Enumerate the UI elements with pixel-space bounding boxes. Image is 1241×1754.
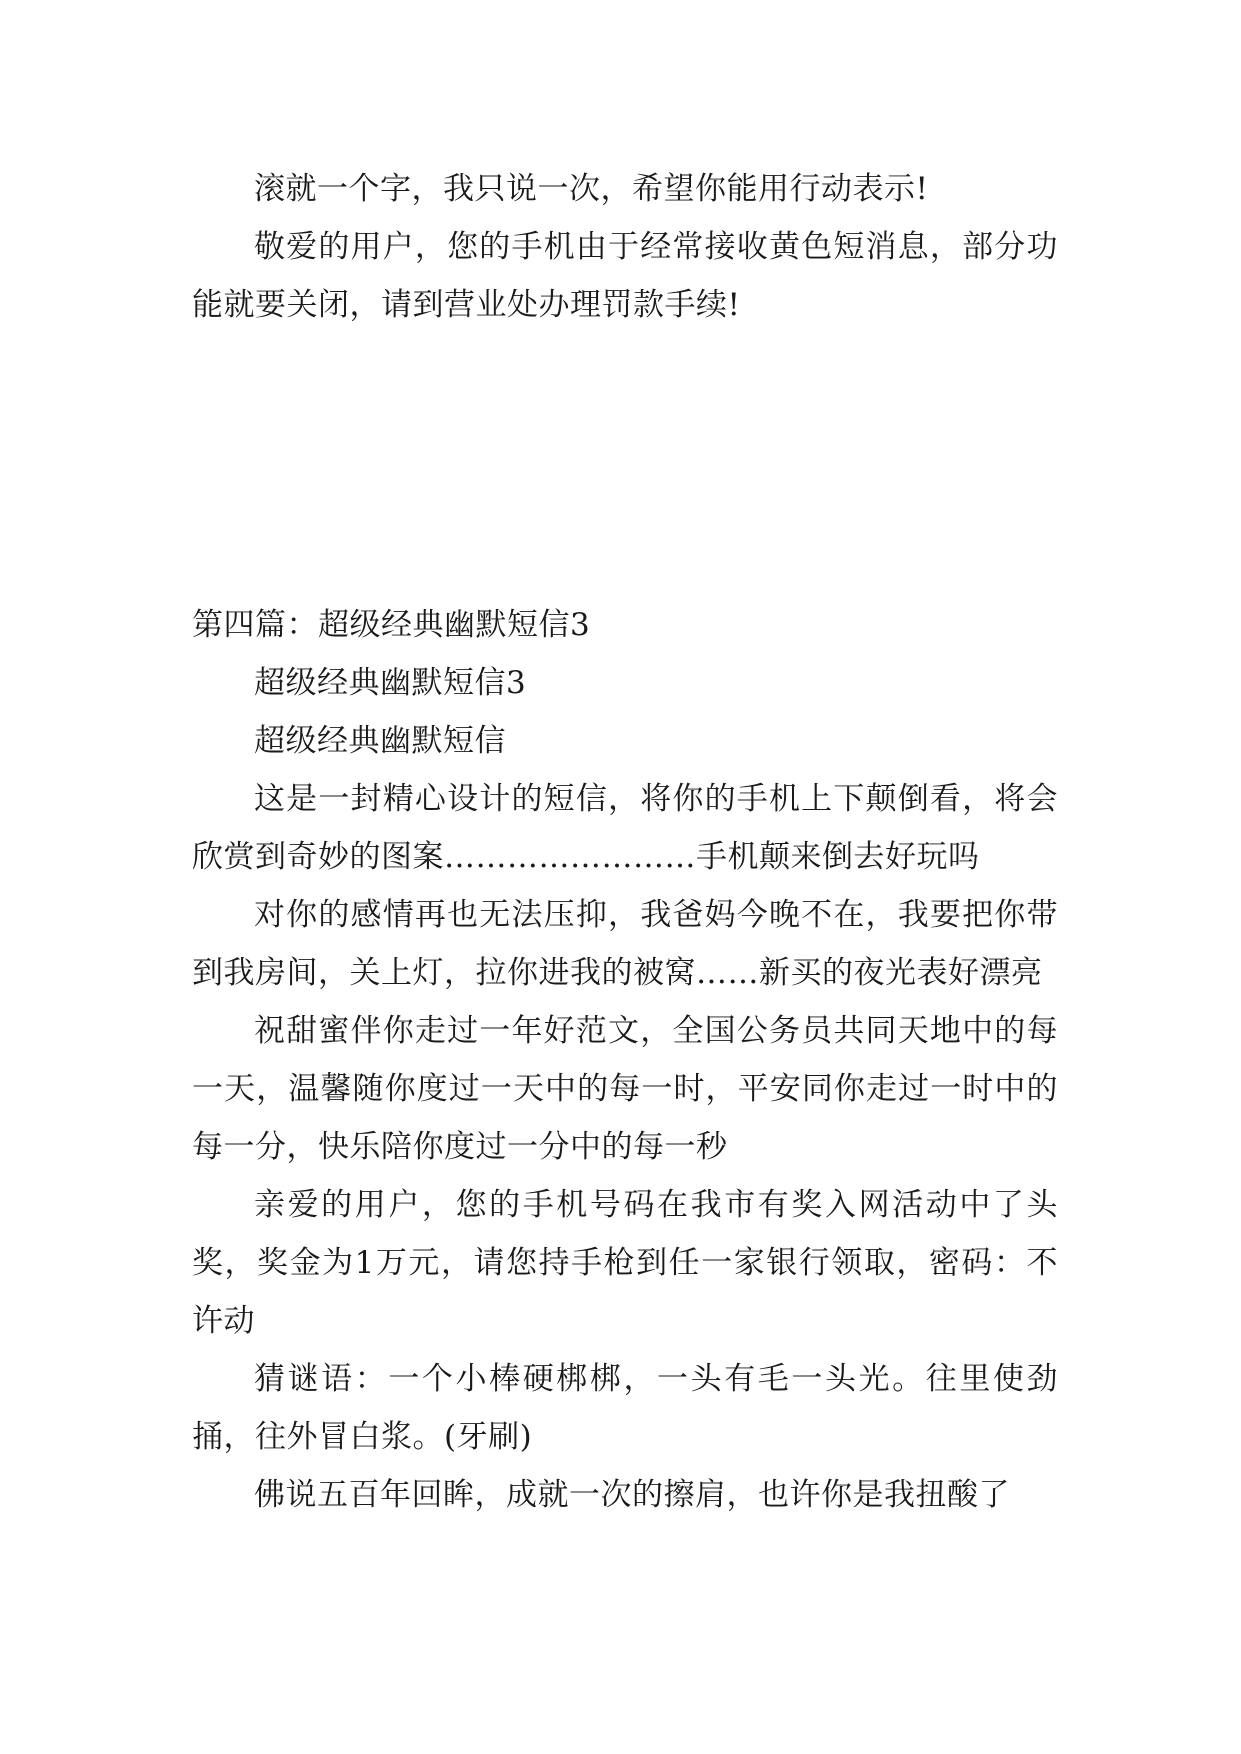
paragraph: 亲爱的用户，您的手机号码在我市有奖入网活动中了头奖，奖金为1万元，请您持手枪到任一家银行领取，密码：不许动 bbox=[192, 1187, 1058, 1339]
paragraph: 祝甜蜜伴你走过一年好范文，全国公务员共同天地中的每一天，温馨随你度过一天中的每一时，平安同你走过一时中的每一分，快乐陪你度过一分中的每一秒 bbox=[192, 1013, 1058, 1165]
section-heading: 第四篇：超级经典幽默短信3 bbox=[192, 607, 591, 643]
paragraph: 这是一封精心设计的短信，将你的手机上下颠倒看，将会欣赏到奇妙的图案……………………手机颠来倒去好玩吗 bbox=[192, 781, 1058, 875]
paragraph: 滚就一个字，我只说一次，希望你能用行动表示! bbox=[254, 171, 929, 207]
paragraph: 对你的感情再也无法压抑，我爸妈今晚不在，我要把你带到我房间，关上灯，拉你进我的被窝……新买的夜光表好漂亮 bbox=[192, 897, 1058, 991]
section-subtitle: 超级经典幽默短信 bbox=[254, 723, 506, 759]
document-body bbox=[192, 160, 1058, 1524]
paragraph: 佛说五百年回眸，成就一次的擦肩，也许你是我扭酸了 bbox=[254, 1477, 1010, 1513]
section-subtitle: 超级经典幽默短信3 bbox=[254, 665, 527, 701]
paragraph: 猜谜语：一个小棒硬梆梆，一头有毛一头光。往里使劲捅，往外冒白浆。(牙刷) bbox=[192, 1361, 1058, 1455]
section-spacer bbox=[192, 334, 1058, 596]
paragraph: 敬爱的用户，您的手机由于经常接收黄色短消息，部分功能就要关闭，请到营业处办理罚款手续! bbox=[192, 229, 1058, 323]
